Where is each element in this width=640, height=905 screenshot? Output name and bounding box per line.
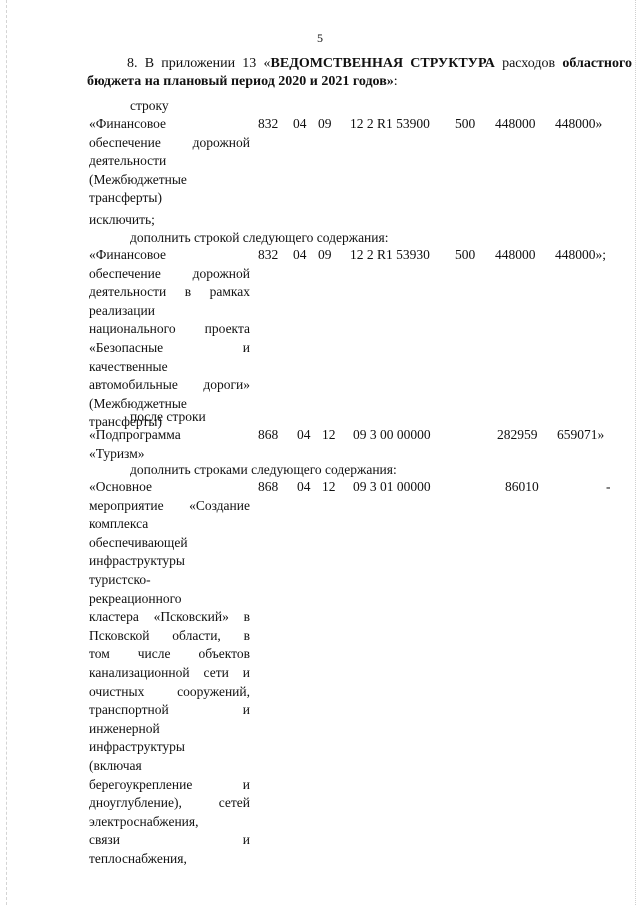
- intro-title: ВЕДОМСТВЕННАЯ СТРУКТУРА: [270, 56, 495, 71]
- row-3-pr: 12: [322, 427, 336, 442]
- instruction-add-rows: дополнить строками следующего содержания:: [130, 462, 397, 477]
- row-4-2020: 86010: [505, 479, 539, 494]
- intro-line2-tail: :: [393, 74, 398, 89]
- row-3-csr: 09 3 00 00000: [353, 427, 431, 442]
- row-4-rz: 04: [297, 479, 311, 494]
- row-3-ved: 868: [258, 427, 279, 442]
- instruction-exclude: исключить;: [89, 212, 155, 227]
- row-3-name: «Подпрограмма «Туризм»: [89, 427, 181, 461]
- row-4-pr: 12: [322, 479, 336, 494]
- row-2-vr: 500: [455, 247, 476, 262]
- row-1-vr: 500: [455, 116, 476, 131]
- row-2-csr: 12 2 R1 53930: [350, 247, 430, 262]
- row-2-ved: 832: [258, 247, 279, 262]
- row-1-2021: 448000»: [555, 116, 603, 131]
- row-1-rz: 04: [293, 116, 307, 131]
- instruction-row-label: строку: [130, 98, 169, 113]
- row-4-2021: -: [606, 479, 611, 494]
- row-4-ved: 868: [258, 479, 279, 494]
- row-3-2021: 659071»: [557, 427, 605, 442]
- intro-paragraph: [87, 55, 632, 91]
- row-3-2020: 282959: [497, 427, 538, 442]
- intro-rest: расходов: [494, 56, 556, 71]
- row-4-csr: 09 3 01 00000: [353, 479, 431, 494]
- row-1-pr: 09: [318, 116, 332, 131]
- scan-edge-left: [6, 0, 8, 905]
- row-2-rz: 04: [293, 247, 307, 262]
- page-number: 5: [317, 31, 323, 45]
- row-2-2021: 448000»;: [555, 247, 607, 262]
- row-1-csr: 12 2 R1 53900: [350, 116, 430, 131]
- row-2-2020: 448000: [495, 247, 536, 262]
- intro-line2: областного бюджета на плановый период 2020 и 2021 годов»: [87, 56, 632, 89]
- row-2-pr: 09: [318, 247, 332, 262]
- row-2-name: «Финансовое обеспечение дорожной деятельности в рамках реализации национального проекта «Безопасные и качественные автомобильные дороги» (Межбюджетные трансферты): [89, 247, 250, 430]
- scan-edge-right: [635, 0, 637, 905]
- row-1-ved: 832: [258, 116, 279, 131]
- instruction-add-row: дополнить строкой следующего содержания:: [130, 230, 389, 245]
- instruction-after-row: после строки: [130, 409, 206, 424]
- row-1-name: «Финансовое обеспечение дорожной деятельности (Межбюджетные трансферты): [89, 116, 250, 206]
- row-3-rz: 04: [297, 427, 311, 442]
- row-1-2020: 448000: [495, 116, 536, 131]
- row-4-name: «Основное мероприятие «Создание комплекса обеспечивающей инфраструктуры туристско- рекреационного кластера «Псковский» в Псковской области, в том числе объектов канализационной сети и очистных сооружений, транспортной и инженерной инфраструктуры (включая берегоукрепление и дноуглубление), сетей электроснабжения, связи и теплоснабжения,: [89, 479, 250, 866]
- intro-lead: 8. В приложении 13 «: [127, 56, 271, 71]
